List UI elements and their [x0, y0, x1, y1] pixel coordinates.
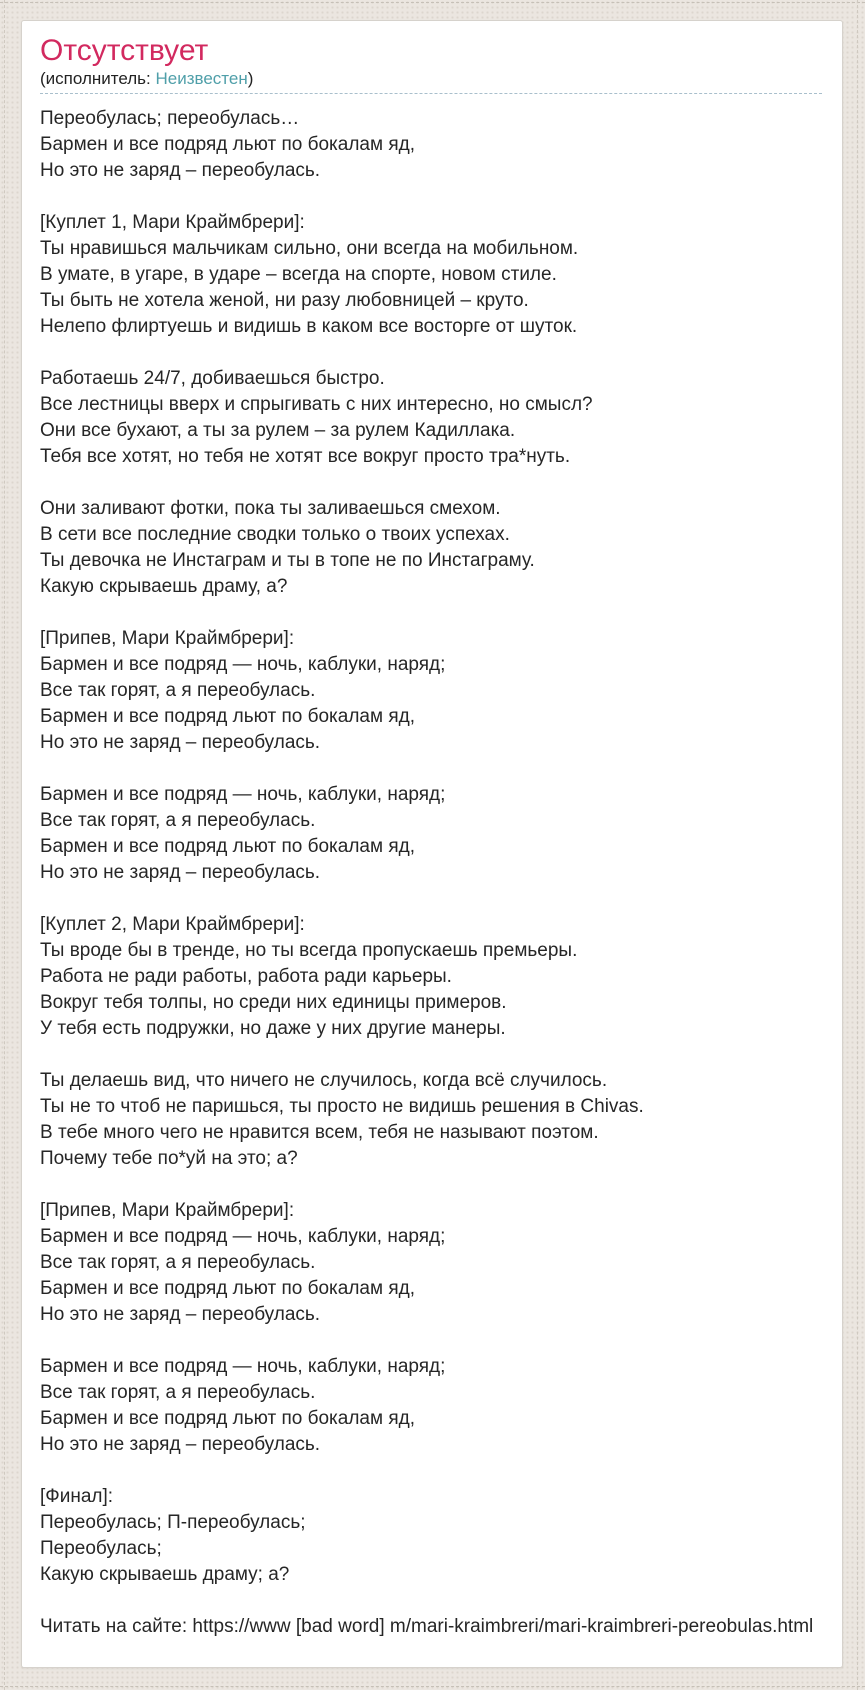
artist-link[interactable]: Неизвестен — [155, 69, 248, 88]
page-edge-stitch-left — [4, 0, 5, 1690]
page-edge-stitch-bottom — [0, 1686, 865, 1687]
stanza — [40, 1354, 842, 1458]
lyric-line: Все так горят, а я переобулась. — [40, 1252, 316, 1273]
lyric-line: Все так горят, а я переобулась. — [40, 810, 316, 831]
lyric-line: Какую скрываешь драму; а? — [40, 1564, 290, 1585]
stanza — [40, 366, 842, 470]
lyric-line: Но это не заряд – переобулась. — [40, 732, 321, 753]
lyric-line: [Куплет 1, Мари Краймбрери]: — [40, 212, 305, 233]
lyric-line: Бармен и все подряд льют по бокалам яд, — [40, 1278, 415, 1299]
lyric-line: Какую скрываешь драму, а? — [40, 576, 288, 597]
artist-label-suffix: ) — [247, 69, 254, 88]
lyric-line: Бармен и все подряд — ночь, каблуки, наряд; — [40, 1226, 446, 1247]
lyric-line: Нелепо флиртуешь и видишь в каком все восторге от шуток. — [40, 316, 578, 337]
lyric-line: Бармен и все подряд льют по бокалам яд, — [40, 134, 415, 155]
lyric-line: Ты девочка не Инстаграм и ты в топе не по Инстаграму. — [40, 550, 535, 571]
lyric-line: Все так горят, а я переобулась. — [40, 1382, 316, 1403]
lyric-line: Бармен и все подряд — ночь, каблуки, наряд; — [40, 654, 446, 675]
lyric-line: Они заливают фотки, пока ты заливаешься смехом. — [40, 498, 501, 519]
lyric-line: [Финал]: — [40, 1486, 114, 1507]
stanza — [40, 1484, 842, 1588]
stanza — [40, 496, 842, 600]
stanza — [40, 106, 842, 184]
page-edge-stitch-right — [857, 0, 858, 1690]
lyric-line: Ты быть не хотела женой, ни разу любовницей – круто. — [40, 290, 529, 311]
lyrics-body — [40, 106, 842, 1588]
lyric-line: Вокруг тебя толпы, но среди них единицы примеров. — [40, 992, 507, 1013]
lyric-line: Но это не заряд – переобулась. — [40, 862, 321, 883]
lyric-line: Работа не ради работы, работа ради карьеры. — [40, 966, 452, 987]
song-header — [40, 35, 822, 94]
lyric-line: У тебя есть подружки, но даже у них другие манеры. — [40, 1018, 506, 1039]
lyric-line: Ты вроде бы в тренде, но ты всегда пропускаешь премьеры. — [40, 940, 578, 961]
lyric-line: Они все бухают, а ты за рулем – за рулем Кадиллака. — [40, 420, 516, 441]
lyric-line: Тебя все хотят, но тебя не хотят все вокруг просто тра*нуть. — [40, 446, 571, 467]
lyric-line: В сети все последние сводки только о твоих успехах. — [40, 524, 510, 545]
lyric-line: Ты нравишься мальчикам сильно, они всегда на мобильном. — [40, 238, 579, 259]
source-url-line: Читать на сайте: https://www [bad word] m/mari-kraimbreri/mari-kraimbreri-pereobulas.html — [40, 1616, 814, 1637]
artist-line — [40, 67, 822, 91]
page-edge-stitch-top — [0, 2, 865, 3]
stanza — [40, 210, 842, 340]
lyrics-card — [21, 20, 843, 1668]
lyric-line: Ты делаешь вид, что ничего не случилось, когда всё случилось. — [40, 1070, 608, 1091]
lyric-line: Но это не заряд – переобулась. — [40, 1304, 321, 1325]
lyric-line: [Припев, Мари Краймбрери]: — [40, 1200, 295, 1221]
lyric-line: [Припев, Мари Краймбрери]: — [40, 628, 295, 649]
lyric-line: Бармен и все подряд льют по бокалам яд, — [40, 706, 415, 727]
lyric-line: Ты не то чтоб не паришься, ты просто не видишь решения в Chivas. — [40, 1096, 644, 1117]
lyric-line: Бармен и все подряд льют по бокалам яд, — [40, 836, 415, 857]
lyric-line: Все так горят, а я переобулась. — [40, 680, 316, 701]
lyric-line: В тебе много чего не нравится всем, тебя не называют поэтом. — [40, 1122, 599, 1143]
lyric-line: Бармен и все подряд — ночь, каблуки, наряд; — [40, 784, 446, 805]
lyric-line: Но это не заряд – переобулась. — [40, 1434, 321, 1455]
lyric-line: Почему тебе по*уй на это; а? — [40, 1148, 298, 1169]
lyric-line: Переобулась; П-переобулась; — [40, 1512, 306, 1533]
stanza — [40, 782, 842, 886]
artist-label-prefix: (исполнитель: — [40, 69, 156, 88]
lyric-line: [Куплет 2, Мари Краймбрери]: — [40, 914, 305, 935]
lyric-line: Бармен и все подряд — ночь, каблуки, наряд; — [40, 1356, 446, 1377]
stanza — [40, 626, 842, 756]
lyric-line: Все лестницы вверх и спрыгивать с них интересно, но смысл? — [40, 394, 593, 415]
lyric-line: Но это не заряд – переобулась. — [40, 160, 321, 181]
song-title: Отсутствует — [40, 34, 209, 67]
stanza — [40, 1198, 842, 1328]
lyric-line: Переобулась; переобулась… — [40, 108, 300, 129]
lyric-line: Бармен и все подряд льют по бокалам яд, — [40, 1408, 415, 1429]
stanza — [40, 1068, 842, 1172]
stanza — [40, 912, 842, 1042]
lyric-line: В умате, в угаре, в ударе – всегда на спорте, новом стиле. — [40, 264, 557, 285]
lyric-line: Переобулась; — [40, 1538, 162, 1559]
lyric-line: Работаешь 24/7, добиваешься быстро. — [40, 368, 385, 389]
